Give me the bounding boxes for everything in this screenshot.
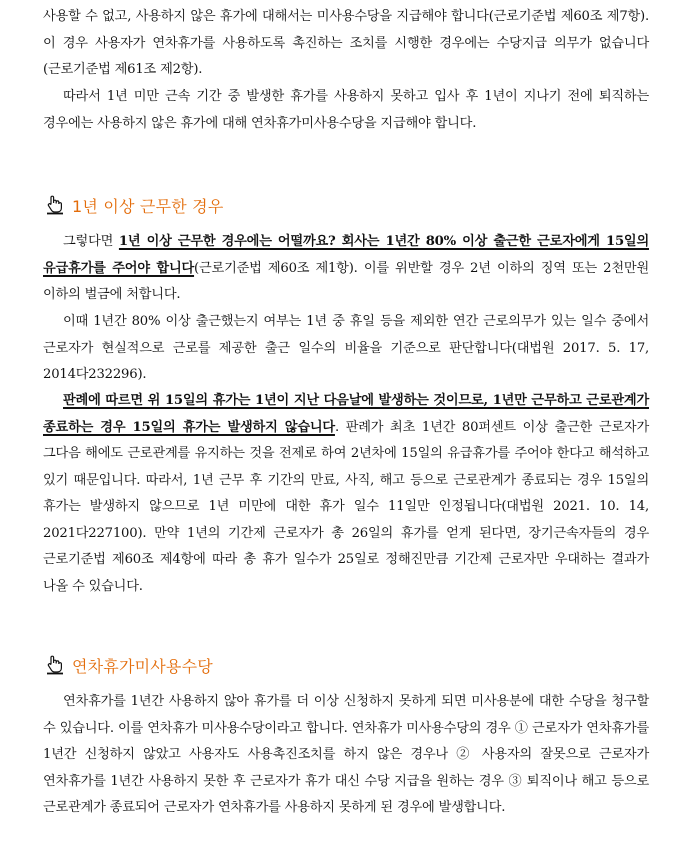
section1-p1-lead: 그렇다면 xyxy=(63,234,119,249)
intro-paragraph-2: 따라서 1년 미만 근속 기간 중 발생한 휴가를 사용하지 못하고 입사 후 1년이 지나기 전에 퇴직하는 경우에는 사용하지 않은 휴가에 대해 연차휴가미사용수당을 지급해야 합니다. xyxy=(43,89,649,131)
section1-paragraph-3 xyxy=(43,388,649,600)
section-title-2: 연차휴가미사용수당 xyxy=(72,656,213,676)
section1-paragraph-2: 이때 1년간 80% 이상 출근했는지 여부는 1년 중 휴일 등을 제외한 연간 근로의무가 있는 일수 중에서 근로자가 현실적으로 근로를 제공한 출근 일수의 비율을 기준으로 판단합니다(대법원 2017. 5. 17, 2014다232296). xyxy=(43,314,649,382)
section-title-1: 1년 이상 근무한 경우 xyxy=(72,196,224,216)
section1-p1-emphasis: 1년 이상 근무한 경우에는 어떨까요? 회사는 1년간 80% 이상 출근한 근로자에게 15일의 유급휴가를 주어야 합니다 xyxy=(43,234,649,276)
section1-paragraph-1 xyxy=(43,229,649,309)
section-heading-2 xyxy=(46,652,213,678)
hand-pointer-icon xyxy=(46,655,64,675)
section1-p3-tail: . 판례가 최초 1년간 80퍼센트 이상 출근한 근로자가 그다음 해에도 근로관계를 유지하는 것을 전제로 하여 2년차에 15일의 유급휴가를 주어야 한다고 해석하고 있기 때문입니다. 따라서, 1년 근무 후 기간의 만료, 사직, 해고 등으로 근로관계가 종료되는 경우 15일의 휴가는 발생하지 않으므로 1년 미만에 대한 휴가 일수 11일만 인정됩니다(대법원 2021. 10. 14, 2021다227100). 만약 1년의 기간제 근로자가 총 26일의 휴가를 얻게 된다면, 장기근속자들의 경우 근로기준법 제60조 제4항에 따라 총 휴가 일수가 25일로 정해진만큼 기간제 근로자만 우대하는 결과가 나올 수 있습니다. xyxy=(43,419,650,594)
section-heading-1 xyxy=(46,192,224,218)
hand-pointer-icon xyxy=(46,195,64,215)
section1-p1-tail: (근로기준법 제60조 제1항). 이를 위반할 경우 2년 이하의 징역 또는 2천만원 이하의 벌금에 처합니다. xyxy=(43,260,649,302)
intro-paragraph-1: 사용할 수 없고, 사용하지 않은 휴가에 대해서는 미사용수당을 지급해야 합니다(근로기준법 제60조 제7항). 이 경우 사용자가 연차휴가를 사용하도록 촉진하는 조치를 시행한 경우에는 수당지급 의무가 없습니다(근로기준법 제61조 제2항). xyxy=(43,9,649,77)
section1-p3-emphasis: 판례에 따르면 위 15일의 휴가는 1년이 지난 다음날에 발생하는 것이므로, 1년만 근무하고 근로관계가 종료하는 경우 15일의 휴가는 발생하지 않습니다 xyxy=(43,393,649,435)
section2-paragraph-1: 연차휴가를 1년간 사용하지 않아 휴가를 더 이상 신청하지 못하게 되면 미사용분에 대한 수당을 청구할 수 있습니다. 이를 연차휴가 미사용수당이라고 합니다. 연차휴가 미사용수당의 경우 ① 근로자가 연차휴가를 1년간 신청하지 않았고 사용자도 사용촉진조치를 하지 않은 경우나 ② 사용자의 잘못으로 근로자가 연차휴가를 1년간 사용하지 못한 후 근로자가 휴가 대신 수당 지급을 원하는 경우 ③ 퇴직이나 해고 등으로 근로관계가 종료되어 근로자가 연차휴가를 사용하지 못하게 된 경우에 발생합니다. xyxy=(43,694,649,815)
